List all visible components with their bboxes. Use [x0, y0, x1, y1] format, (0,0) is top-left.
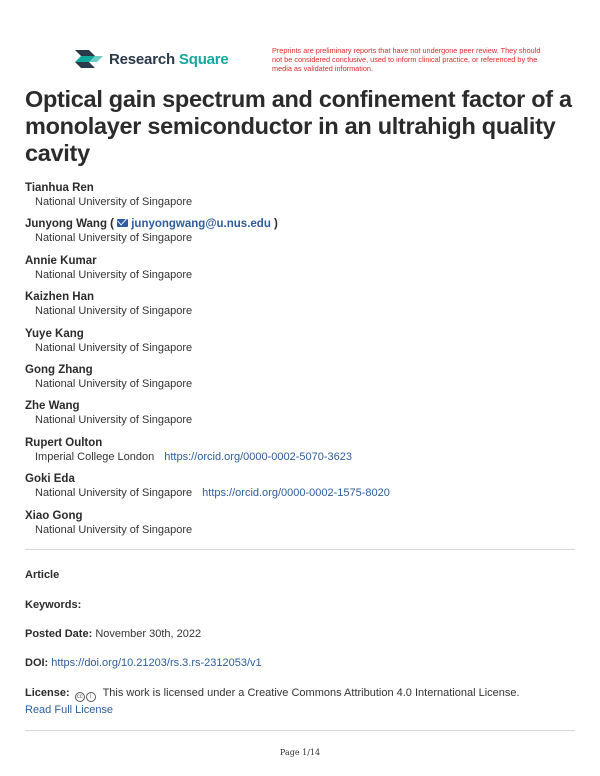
author-affiliation: National University of Singapore: [35, 268, 193, 281]
creative-commons-icon: cc i: [75, 688, 97, 703]
author-affiliation: National University of Singapore: [35, 196, 193, 208]
author-entry: [25, 363, 575, 399]
author-entry: [25, 399, 575, 435]
author-entry: [25, 254, 575, 290]
author-name: Zhe Wang: [25, 400, 80, 413]
author-name: Annie Kumar: [25, 254, 97, 267]
author-affiliation: Imperial College London https://orcid.org/0000-0002-5070-3623: [35, 450, 352, 463]
posted-date: Posted Date: November 30th, 2022: [25, 628, 202, 640]
author-affiliation: National University of Singapore: [35, 232, 193, 245]
author-entry: [25, 181, 575, 217]
article-type: Article: [25, 569, 60, 581]
orcid-link[interactable]: https://orcid.org/0000-0002-1575-8020: [202, 487, 390, 500]
paper-title: Optical gain spectrum and confinement factor of a monolayer semiconductor in an ultrahigh quality cavity: [25, 86, 572, 166]
header: [75, 48, 575, 78]
author-entry: [25, 327, 575, 363]
author-entry: [25, 472, 575, 508]
author-affiliation: National University of Singapore: [35, 414, 193, 427]
page-number: Page 1/14: [279, 748, 321, 757]
divider: [25, 549, 575, 550]
author-affiliation: National University of Singapore: [35, 377, 193, 390]
research-square-logo[interactable]: [75, 48, 229, 70]
author-entry: [25, 217, 575, 253]
author-affiliation: National University of Singapore: [35, 523, 193, 536]
author-name: Rupert Oulton: [25, 436, 103, 449]
author-entry: [25, 509, 575, 545]
research-square-logo-icon: [75, 48, 103, 70]
author-name: Junyong Wang ( junyongwang@u.nus.edu ): [25, 218, 278, 231]
orcid-link[interactable]: https://orcid.org/0000-0002-5070-3623: [164, 450, 352, 463]
author-name: Gong Zhang: [25, 363, 93, 376]
author-name: Xiao Gong: [25, 509, 83, 522]
logo-text: Research Square: [109, 50, 229, 68]
author-affiliation: National University of Singapore https://orcid.org/0000-0002-1575-8020: [35, 487, 390, 500]
preprint-disclaimer: Preprints are preliminary reports that have not undergone peer review. They should not be considered conclusive, used to inform clinical practice, or referenced by the media as validated information.: [272, 46, 541, 73]
author-entry: [25, 436, 575, 472]
author-name: Yuye Kang: [25, 327, 84, 340]
author-name: Tianhua Ren: [25, 182, 94, 194]
author-email-link[interactable]: junyongwang@u.nus.edu: [131, 218, 271, 231]
author-affiliation: National University of Singapore: [35, 341, 193, 354]
author-entry: [25, 290, 575, 326]
read-full-license-link[interactable]: Read Full License: [25, 704, 114, 716]
author-list: [25, 181, 575, 545]
doi-link[interactable]: https://doi.org/10.21203/rs.3.rs-2312053/v1: [51, 657, 262, 669]
author-name: Kaizhen Han: [25, 291, 95, 304]
license: License: cc i This work is licensed under a Creative Commons Attribution 4.0 International License. Read Full License: [25, 687, 520, 716]
divider: [25, 730, 575, 731]
mail-icon: [117, 219, 128, 227]
author-name: Goki Eda: [25, 473, 75, 486]
keywords: Keywords:: [25, 599, 82, 611]
doi: DOI: https://doi.org/10.21203/rs.3.rs-2312053/v1: [25, 657, 262, 669]
author-affiliation: National University of Singapore: [35, 305, 193, 318]
